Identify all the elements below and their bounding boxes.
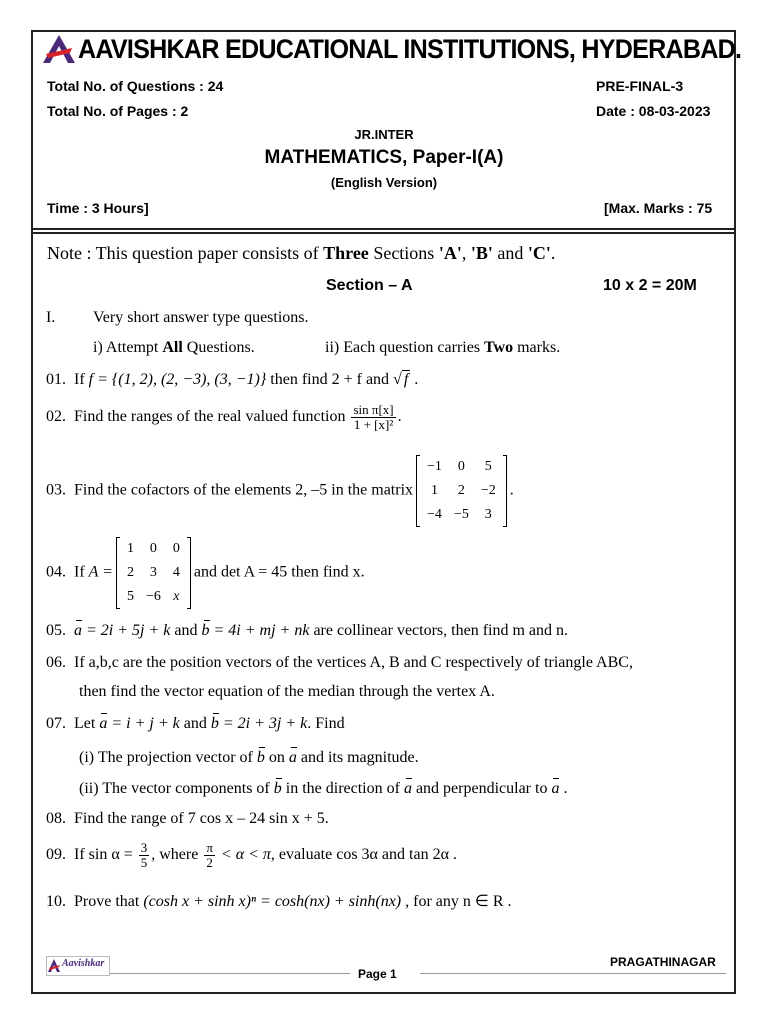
matrix-q3-cell: 1	[430, 483, 438, 498]
question-type: Very short answer type questions.	[93, 309, 309, 326]
exam-name: PRE-FINAL-3	[596, 78, 684, 94]
matrix-q3-row	[421, 455, 502, 479]
question-09: 09. If sin α = $\frac{3}{5}$ , where $\frac{\pi}{2}$ < α < π, evaluate cos 3α and tan 2α .	[46, 840, 457, 870]
matrix-q3-row	[421, 503, 502, 527]
exam-date: Date : 08-03-2023	[596, 103, 711, 119]
max-marks: [Max. Marks : 75	[604, 200, 713, 216]
total-questions: Total No. of Questions : 24	[47, 78, 224, 94]
header-divider-2	[33, 232, 734, 234]
section-title: Section – A	[326, 277, 413, 294]
subject-title: MATHEMATICS, Paper-I(A)	[264, 147, 504, 168]
matrix-q3-cell: 5	[484, 459, 492, 474]
matrix-q3-row	[421, 479, 502, 503]
footer-line-right	[420, 973, 726, 974]
question-01: 01. If f = {(1, 2), (2, −3), (3, −1)} then find 2 + f and √ f .	[46, 371, 419, 388]
matrix-q3-cell: 3	[484, 507, 492, 522]
total-pages: Total No. of Pages : 2	[47, 103, 189, 119]
question-06: 06. If a,b,c are the position vectors of the vertices A, B and C respectively of triangle ABC,	[46, 654, 633, 671]
matrix-q4-cell: 2	[126, 565, 134, 580]
question-07-part-1: (i) The projection vector of b on a and its magnitude.	[79, 749, 419, 766]
campus-name: PRAGATHINAGAR	[610, 955, 716, 969]
matrix-q4-cell: 1	[126, 541, 134, 556]
page-number: Page 1	[358, 967, 397, 981]
matrix-q4-cell: 4	[172, 565, 180, 580]
question-04: 04. If A = 1 0 0 2 3 4 5 −6 x and det A = 45 then find x.	[46, 537, 365, 609]
note-line: Note : This question paper consists of Three Sections 'A', 'B' and 'C'.	[47, 243, 556, 263]
section-roman-numeral: I.	[46, 309, 56, 326]
matrix-q4-cell: 0	[149, 541, 157, 556]
header-divider-1	[33, 228, 734, 230]
matrix-q4-cell: 3	[149, 565, 157, 580]
aavishkar-logo-icon	[42, 34, 76, 69]
matrix-q4-cell: 0	[172, 541, 180, 556]
institution-title: AAVISHKAR EDUCATIONAL INSTITUTIONS, HYDERABAD.	[78, 34, 742, 64]
matrix-q3-cell: 2	[457, 483, 465, 498]
matrix-q4-cell: x	[173, 589, 180, 604]
matrix-q4-cell: −6	[145, 589, 161, 604]
language-version: (English Version)	[330, 175, 438, 190]
instruction-2: ii) Each question carries Two marks.	[325, 339, 561, 356]
question-05: 05. a = 2i + 5j + k and b = 4i + mj + nk are collinear vectors, then find m and n.	[46, 622, 569, 639]
question-03: 03. Find the cofactors of the elements 2, –5 in the matrix −1 0 5 1 2 −2 −4 −5 3 .	[46, 455, 514, 527]
matrix-q4-row	[121, 537, 186, 561]
matrix-q4-row	[121, 561, 186, 585]
footer-logo: Aavishkar	[46, 956, 110, 981]
question-07: 07. Let a = i + j + k and b = 2i + 3j + k. Find	[46, 715, 345, 732]
matrix-q4	[116, 537, 191, 609]
question-10: 10. Prove that (cosh x + sinh x)ⁿ = cosh(nx) + sinh(nx) , for any n ∈ R .	[46, 893, 512, 910]
footer-line-left	[110, 973, 350, 974]
question-07-part-2: (ii) The vector components of b in the direction of a and perpendicular to a .	[79, 780, 568, 797]
question-08: 08. Find the range of 7 cos x – 24 sin x + 5.	[46, 810, 329, 827]
matrix-q3-cell: −4	[427, 507, 442, 522]
matrix-q4-row	[121, 585, 186, 609]
matrix-q3-cell: −2	[480, 483, 496, 498]
matrix-q4-cell: 5	[126, 589, 134, 604]
matrix-q3-cell: −5	[453, 507, 469, 522]
function-fraction: $\frac{\text{sin π[x]}}{\text{1 + [x]²}}$	[353, 402, 394, 432]
matrix-q3-cell: 0	[457, 459, 465, 474]
exam-time: Time : 3 Hours]	[47, 200, 149, 216]
matrix-q3-cell: −1	[427, 459, 442, 474]
question-06-line-2: then find the vector equation of the median through the vertex A.	[79, 683, 495, 700]
question-02: 02. Find the ranges of the real valued function $\frac{\text{sin π[x]}}{\text{1 + [x]²}}$ .	[46, 402, 402, 432]
class-name: JR.INTER	[354, 127, 414, 142]
instruction-1: i) Attempt All Questions.	[93, 339, 255, 356]
section-marks: 10 x 2 = 20M	[603, 277, 697, 294]
matrix-q3	[416, 455, 507, 527]
